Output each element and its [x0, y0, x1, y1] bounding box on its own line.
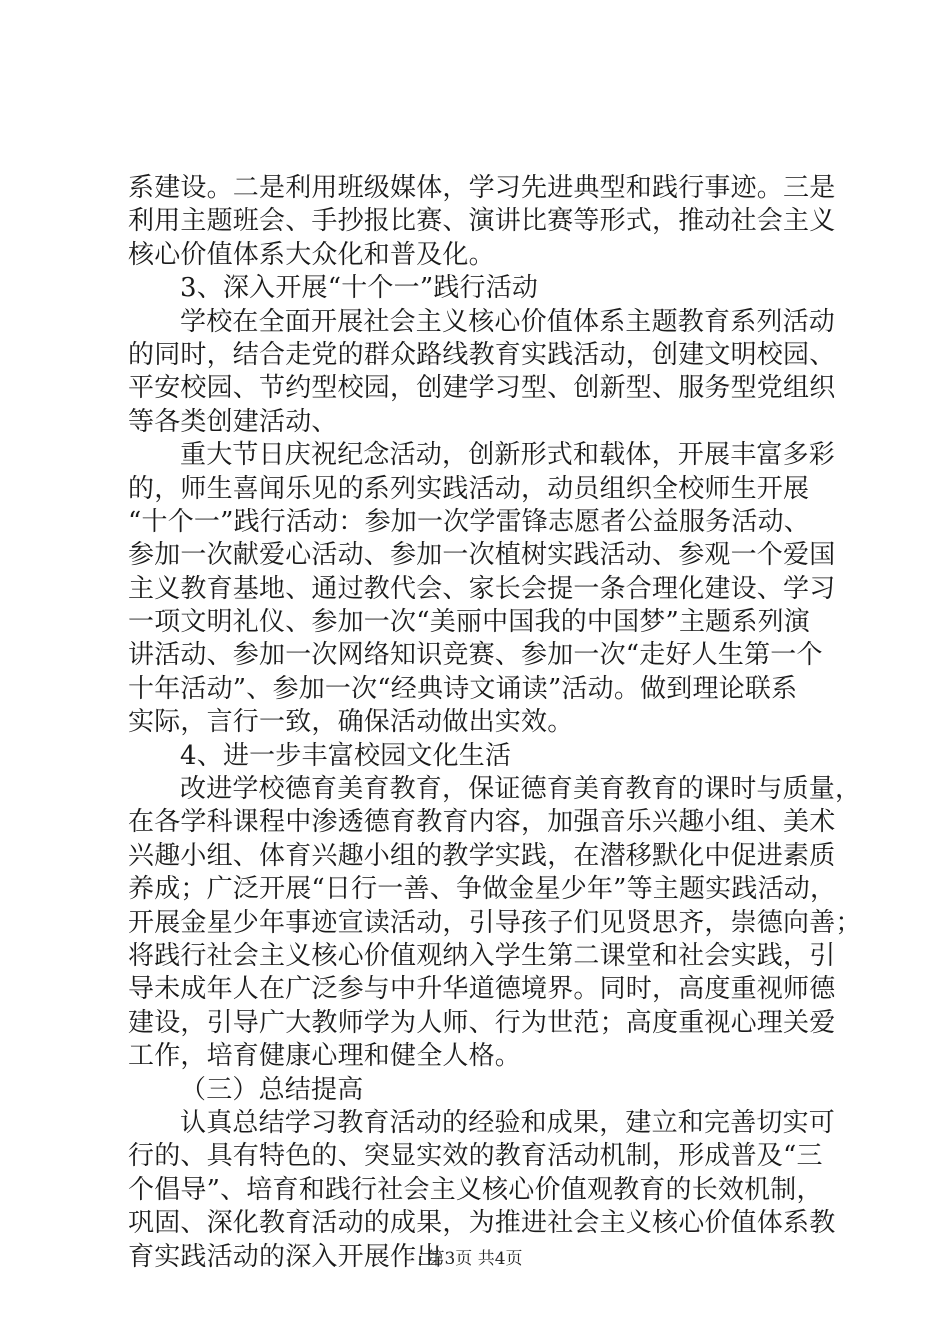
text-line: 利用主题班会、手抄报比赛、演讲比赛等形式，推动社会主义 [128, 206, 836, 237]
text-line: 的，师生喜闻乐见的系列实践活动，动员组织全校师生开展 [128, 473, 810, 504]
text-line: 4、进一步丰富校园文化生活 [180, 740, 512, 771]
text-line: 3、深入开展“十个一”践行活动 [180, 273, 539, 304]
text-line: 个倡导”、培育和践行社会主义核心价值观教育的长效机制， [128, 1174, 823, 1205]
text-line: 导未成年人在广泛参与中升华道德境界。同时，高度重视师德 [128, 974, 836, 1005]
text-line: 参加一次献爱心活动、参加一次植树实践活动、参观一个爱国 [128, 540, 836, 571]
text-line: 学校在全面开展社会主义核心价值体系主题教育系列活动 [180, 306, 836, 337]
text-line: 平安校园、节约型校园，创建学习型、创新型、服务型党组织 [128, 373, 836, 404]
text-line: 在各学科课程中渗透德育教育内容，加强音乐兴趣小组、美术 [128, 807, 836, 838]
text-line: 将践行社会主义核心价值观纳入学生第二课堂和社会实践，引 [128, 940, 836, 971]
text-line: 重大节日庆祝纪念活动，创新形式和载体，开展丰富多彩 [180, 440, 836, 471]
text-line: 等各类创建活动、 [128, 406, 338, 437]
text-line: 工作，培育健康心理和健全人格。 [128, 1041, 522, 1072]
text-line: 兴趣小组、体育兴趣小组的教学实践，在潜移默化中促进素质 [128, 840, 836, 871]
text-line: 核心价值体系大众化和普及化。 [128, 239, 495, 270]
text-line: 开展金星少年事迹宣读活动，引导孩子们见贤思齐，崇德向善； [128, 907, 862, 938]
text-line: 养成；广泛开展“日行一善、争做金星少年”等主题实践活动， [128, 874, 837, 905]
page-number-footer: 第3页 共4页 [427, 1249, 523, 1269]
text-line: 育实践活动的深入开展作出 [128, 1241, 443, 1272]
text-line: 主义教育基地、通过教代会、家长会提一条合理化建设、学习 [128, 573, 836, 604]
text-line: 认真总结学习教育活动的经验和成果，建立和完善切实可 [180, 1107, 836, 1138]
text-line: “十个一”践行活动：参加一次学雷锋志愿者公益服务活动、 [128, 506, 810, 537]
text-line: 实际，言行一致，确保活动做出实效。 [128, 707, 574, 738]
text-line: 十年活动”、参加一次“经典诗文诵读”活动。做到理论联系 [128, 673, 798, 704]
text-line: 的同时，结合走党的群众路线教育实践活动，创建文明校园、 [128, 339, 836, 370]
text-line: 讲活动、参加一次网络知识竞赛、参加一次“走好人生第一个 [128, 640, 823, 671]
text-line: 改进学校德育美育教育，保证德育美育教育的课时与质量， [180, 774, 862, 805]
text-line: （三）总结提高 [180, 1074, 364, 1105]
document-body [128, 172, 862, 1274]
text-line: 一项文明礼仪、参加一次“美丽中国我的中国梦”主题系列演 [128, 607, 810, 638]
text-line: 建设，引导广大教师学为人师、行为世范；高度重视心理关爱 [128, 1007, 836, 1038]
text-line: 行的、具有特色的、突显实效的教育活动机制，形成普及“三 [128, 1141, 823, 1172]
text-line: 系建设。二是利用班级媒体，学习先进典型和践行事迹。三是 [128, 173, 836, 203]
text-line: 巩固、深化教育活动的成果，为推进社会主义核心价值体系教 [128, 1208, 836, 1239]
